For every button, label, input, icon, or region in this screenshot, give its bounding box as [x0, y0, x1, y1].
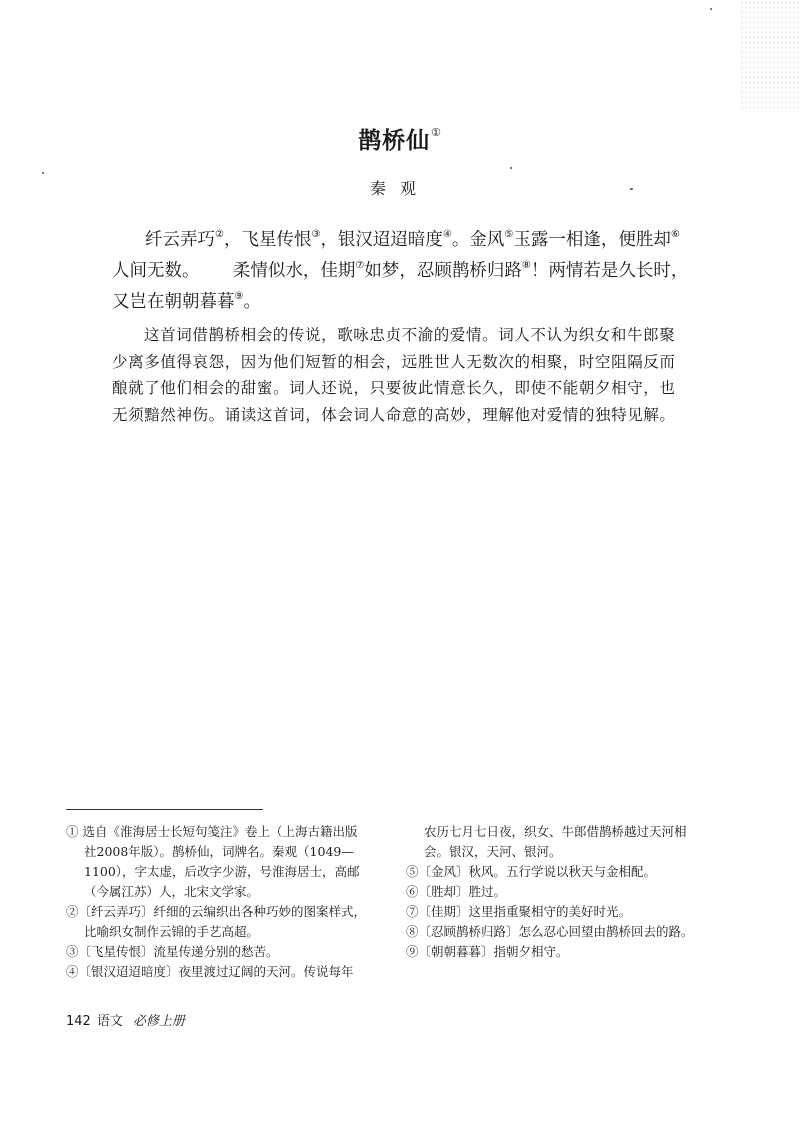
- poem-phrase: 如梦，忍顾鹊桥归路: [364, 261, 522, 281]
- footnote-4: ④〔银汉迢迢暗度〕夜里渡过辽阔的天河。传说每年: [66, 964, 354, 979]
- scan-speck: [42, 172, 44, 174]
- poem-phrase: 。: [243, 292, 261, 312]
- poem-phrase: 。金风: [451, 230, 505, 250]
- poem-author: 秦观: [369, 179, 430, 198]
- footnote-8: ⑧〔忍顾鹊桥归路〕怎么忍心回望由鹊桥回去的路。: [406, 924, 694, 939]
- footnote-marker: ⑦: [355, 260, 365, 271]
- footnote-marker: ③: [311, 229, 321, 240]
- footnote-marker: ⑧: [521, 260, 531, 271]
- scan-noise: [740, 0, 800, 110]
- poem-phrase: ，飞星传恨: [223, 230, 312, 250]
- footnote-7: ⑦〔佳期〕这里指重聚相守的美好时光。: [406, 904, 632, 919]
- footnote-marker: ②: [215, 229, 224, 240]
- footnote-divider: [66, 809, 263, 810]
- footnotes-left-column: [66, 822, 366, 982]
- title-footnote-marker: ①: [431, 126, 442, 139]
- scan-speck: [710, 8, 712, 10]
- footnote-3: ③〔飞星传恨〕流星传递分别的愁苦。: [66, 944, 279, 959]
- footnote-6: ⑥〔胜却〕胜过。: [406, 884, 507, 899]
- poem-phrase: 人间无数。: [112, 261, 200, 281]
- footnote-1: ① 选自《淮海居士长短句笺注》卷上（上海古籍出版社2008年版）。鹊桥仙，词牌名。秦观（1049—1100），字太虚，后改字少游，号淮海居士，高邮（今属江苏）人，北宋文学家。: [66, 824, 360, 899]
- scan-speck: [510, 167, 512, 169]
- poem-phrase: 纤云弄巧: [145, 230, 215, 250]
- footnote-4-continued: 农历七月七日夜，织女、牛郎借鹊桥越过天河相会。银汉，天河、银河。: [424, 824, 687, 859]
- subject-label: 语文: [96, 1014, 123, 1029]
- volume-label: 必修上册: [132, 1014, 185, 1029]
- poem-stanza-1: [112, 222, 692, 315]
- footnote-2: ②〔纤云弄巧〕纤细的云编织出各种巧妙的图案样式，比喻织女制作云锦的手艺高超。: [66, 904, 367, 939]
- poem-title-text: 鹊桥仙: [358, 127, 431, 154]
- footnote-marker: ⑥: [670, 229, 680, 240]
- poem-phrase: 玉露一相逢，便胜却: [513, 230, 671, 250]
- poem-phrase: 柔情似水，佳期: [232, 261, 356, 281]
- reading-guide: [112, 322, 684, 428]
- poem-text: [112, 222, 692, 315]
- footnote-9: ⑨〔朝朝暮暮〕指朝夕相守。: [406, 944, 569, 959]
- footnote-marker: ⑨: [234, 291, 244, 302]
- poem-title: [0, 122, 800, 155]
- page-number: 142: [66, 1014, 91, 1029]
- footnote-marker: ⑤: [504, 229, 514, 240]
- footnote-marker: ④: [442, 229, 452, 240]
- footnote-5: ⑤〔金风〕秋风。五行学说以秋天与金相配。: [406, 864, 657, 879]
- poem-phrase: ，银汉迢迢暗度: [320, 230, 443, 250]
- poem-phrase: ！两情若是久长时，又岂在朝朝暮暮: [112, 261, 689, 312]
- reading-guide-paragraph: 这首词借鹊桥相会的传说，歌咏忠贞不渝的爱情。词人不认为织女和牛郎聚少离多值得哀怨，因为他们短暂的相会，远胜世人无数次的相聚，时空阻隔反而酿就了他们相会的甜蜜。词人还说，只要彼此情意长久，即使不能朝夕相守，也无须黯然神伤。诵读这首词，体会词人命意的高妙，理解他对爱情的独特见解。: [112, 326, 676, 424]
- footnotes-right-column: [406, 822, 706, 962]
- page-footer: [66, 1010, 185, 1029]
